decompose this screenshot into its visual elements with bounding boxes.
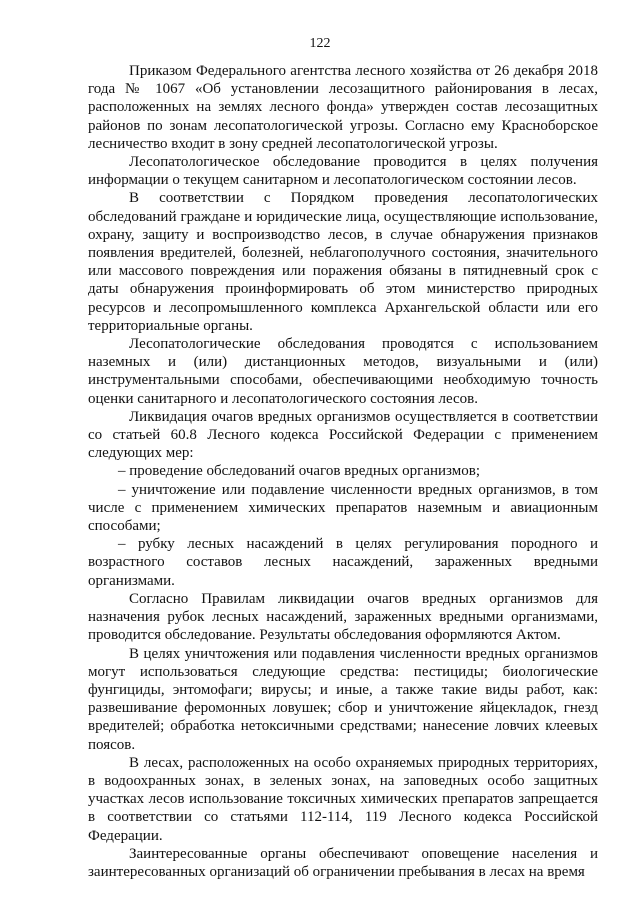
page-number: 122 [309, 36, 331, 51]
paragraph-survey-methods: Лесопатологические обследования проводятся с использованием наземных и (или) дистанционных методов, визуальными и (или) инструментальными способами, обеспечивающими необходимую точность оценки санитарного и лесопатологического состояния лесов. [88, 336, 598, 407]
paragraph-survey-procedure: В соответствии с Порядком проведения лесопатологических обследований граждане и юридические лица, осуществляющие использование, охрану, защиту и воспроизводство лесов, в случае обнаружения признаков появления вредителей, болезней, неблагополучного состояния, значительного или массового повреждения или поражения обязаны в пятидневный срок с даты обнаружения проинформировать об этом министерство природных ресурсов и лесопромышленного комплекса Архангельской области или его территориальные органы. [88, 190, 598, 334]
paragraph-liquidation-measures: Ликвидация очагов вредных организмов осуществляется в соответствии со статьей 60.8 Лесного кодекса Российской Федерации с применением следующих мер: [88, 408, 598, 462]
paragraph-public-notification: Заинтересованные органы обеспечивают оповещение населения и заинтересованных организаций об ограничении пребывания в лесах на время [88, 845, 598, 880]
list-item: – рубку лесных насаждений в целях регулирования породного и возрастного составов лесных насаждений, зараженных вредными организмами. [88, 536, 598, 589]
list-item: – проведение обследований очагов вредных организмов; [118, 463, 480, 480]
document-body [88, 62, 598, 881]
paragraph-zoning-order: Приказом Федерального агентства лесного хозяйства от 26 декабря 2018 года № 1067 «Об установлении лесозащитного районирования в лесах, расположенных на землях лесного фонда» утвержден состав лесозащитных районов по зонам лесопатологической угрозы. Согласно ему Красноборское лесничество входит в зону средней лесопатологической угрозы. [88, 63, 598, 152]
paragraph-survey-purpose: Лесопатологическое обследование проводится в целях получения информации о текущем санитарном и лесопатологическом состоянии лесов. [88, 154, 598, 189]
list-item: – уничтожение или подавление численности вредных организмов, в том числе с применением химических препаратов наземным и авиационным способами; [88, 481, 598, 535]
paragraph-protected-areas: В лесах, расположенных на особо охраняемых природных территориях, в водоохранных зонах, в зеленых зонах, на заповедных особо защитных участках лесов использование токсичных химических препаратов запрещается в соответствии со статьями 112-114, 119 Лесного кодекса Российской Федерации. [88, 754, 598, 844]
paragraph-survey-act: Согласно Правилам ликвидации очагов вредных организмов для назначения рубок лесных насаждений, зараженных вредными организмами, проводится обследование. Результаты обследования оформляются Актом. [88, 590, 598, 644]
paragraph-control-means: В целях уничтожения или подавления численности вредных организмов могут использоваться следующие средства: пестициды; биологические фунгициды, энтомофаги; вирусы; и иные, а также такие виды работ, как: развешивание феромонных ловушек; сбор и уничтожение яйцекладок, гнезд вредителей; обработка нетоксичными средствами; нанесение ловчих клеевых поясов. [88, 645, 598, 753]
